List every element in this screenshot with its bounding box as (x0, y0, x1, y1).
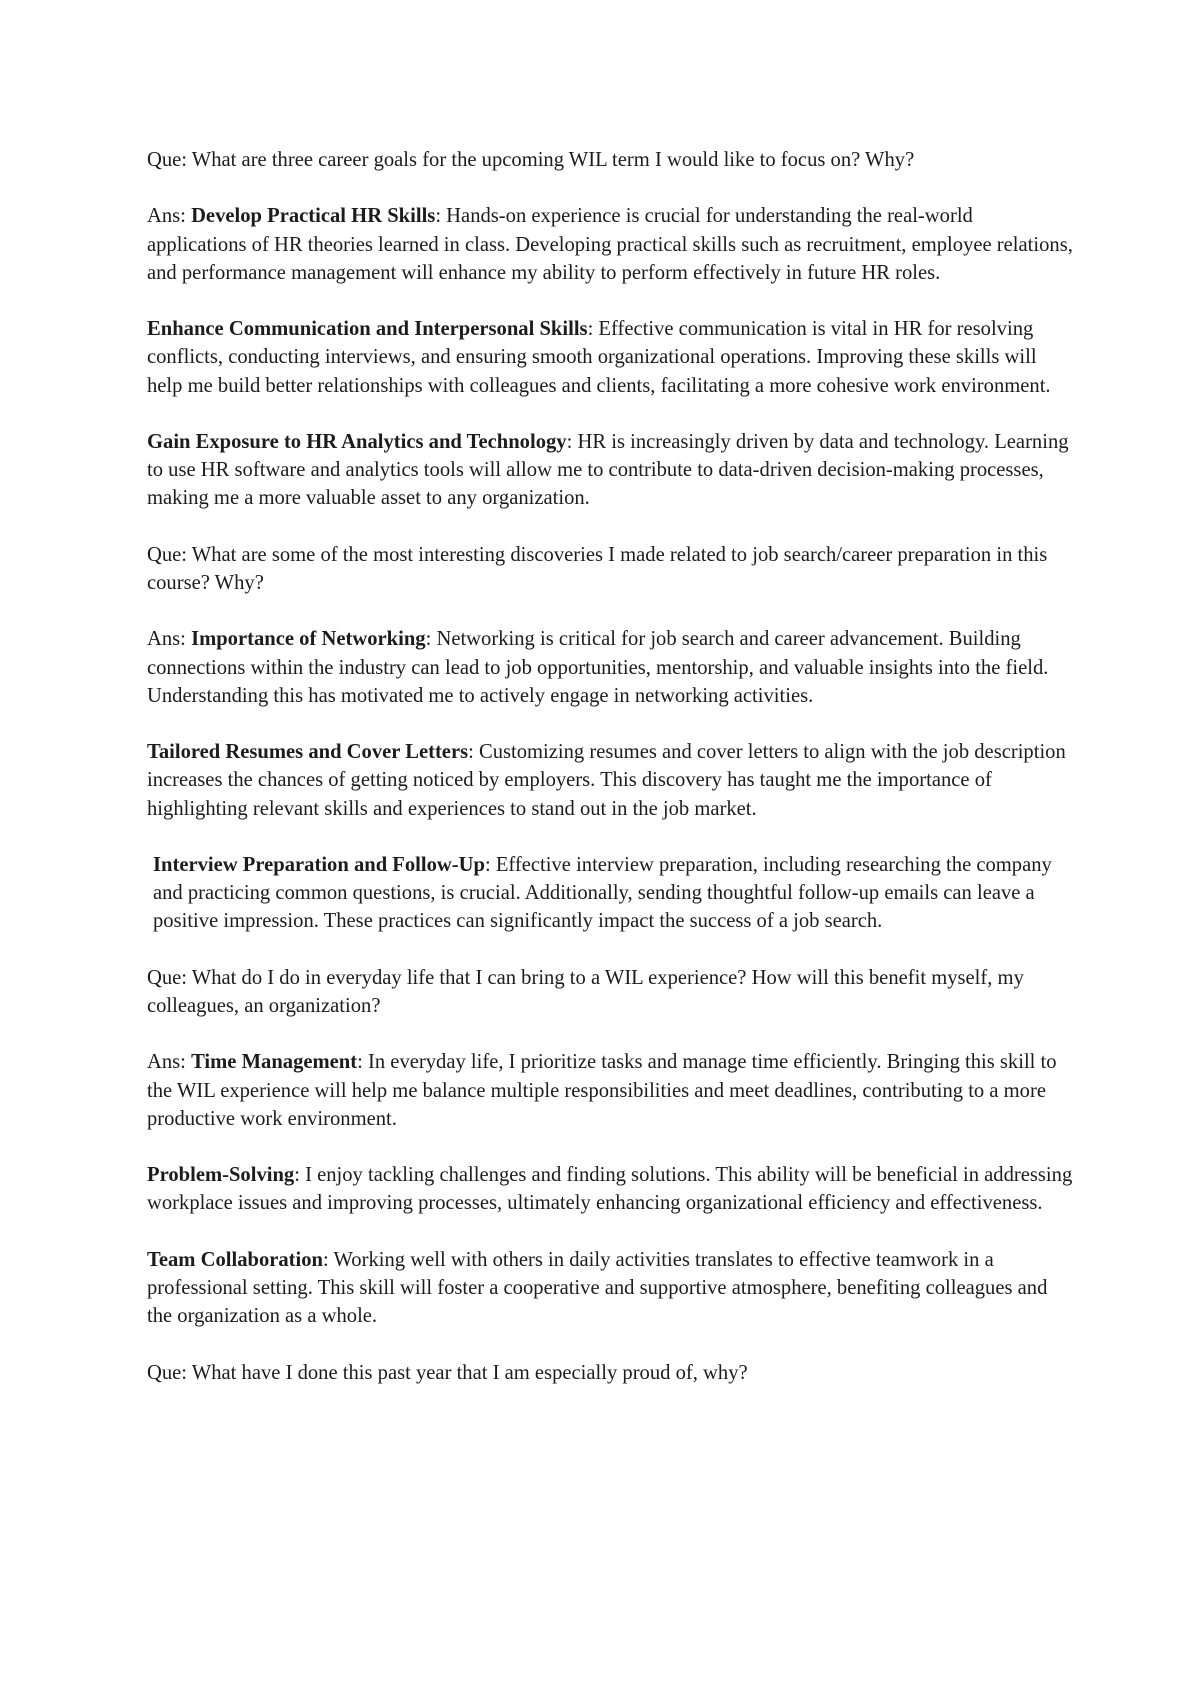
paragraph-text: : Working well with others in daily activities translates to effective teamwork in a professional setting. This skill will foster a cooperative and supportive atmosphere, benefiting colleagues and the organization as a whole. (147, 1248, 1048, 1328)
question-discoveries (147, 541, 1077, 597)
paragraph-text: Que: What do I do in everyday life that I can bring to a WIL experience? How will this benefit myself, my colleagues, an organization? (147, 966, 1024, 1017)
question-proud-of (147, 1359, 1077, 1387)
paragraph-heading: Problem-Solving (147, 1164, 295, 1187)
paragraph-text: : In everyday life, I prioritize tasks and manage time efficiently. Bringing this skill to the WIL experience will help me balance multiple responsibilities and meet deadlines, contributing to a more productive work environment. (147, 1051, 1057, 1130)
answer-hr-analytics (147, 428, 1077, 513)
paragraph-heading: Importance of Networking (191, 628, 426, 651)
paragraph-heading: Enhance Communication and Interpersonal Skills (147, 318, 588, 341)
answer-develop-practical-hr-skills (147, 202, 1077, 287)
answer-tailored-resumes (147, 738, 1077, 823)
paragraph-text: : Customizing resumes and cover letters to align with the job description increases the chances of getting noticed by employers. This discovery has taught me the importance of highlighting relevant skills and experiences to stand out in the job market. (147, 741, 1066, 820)
paragraph-text: Que: What are three career goals for the upcoming WIL term I would like to focus on? Why? (147, 149, 915, 171)
document-body (147, 146, 1077, 1387)
paragraph-prefix: Ans: (147, 628, 192, 651)
paragraph-heading: Team Collaboration (147, 1248, 324, 1271)
paragraph-prefix: Ans: (147, 1051, 192, 1074)
paragraph-heading: Interview Preparation and Follow-Up (153, 853, 485, 876)
paragraph-heading: Tailored Resumes and Cover Letters (147, 741, 469, 764)
paragraph-text: Que: What have I done this past year that I am especially proud of, why? (147, 1361, 748, 1384)
answer-enhance-communication (147, 315, 1077, 400)
paragraph-text: : Effective interview preparation, including researching the company and practicing common questions, is crucial. Additionally, sending thoughtful follow-up emails can leave a positive impression. These practices can significantly impact the success of a job search. (153, 853, 1052, 933)
answer-problem-solving (147, 1161, 1077, 1217)
paragraph-text: : Hands-on experience is crucial for understanding the real-world applications of HR theories learned in class. Developing practical skills such as recruitment, employee relations, and performance management will enhance my ability to perform effectively in future HR roles. (147, 205, 1073, 284)
answer-time-management (147, 1048, 1077, 1133)
paragraph-heading: Time Management (191, 1051, 358, 1074)
paragraph-heading: Develop Practical HR Skills (191, 205, 436, 228)
question-career-goals (147, 146, 1077, 174)
paragraph-text: : Effective communication is vital in HR for resolving conflicts, conducting interviews, and ensuring smooth organizational operations. Improving these skills will help me build better relationships with colleagues and clients, facilitating a more cohesive work environment. (147, 318, 1051, 397)
question-everyday-life (147, 964, 1077, 1020)
paragraph-text: : Networking is critical for job search and career advancement. Building connections within the industry can lead to job opportunities, mentorship, and valuable insights into the field. Understanding this has motivated me to actively engage in networking activities. (147, 628, 1049, 707)
paragraph-text: : I enjoy tackling challenges and finding solutions. This ability will be beneficial in addressing workplace issues and improving processes, ultimately enhancing organizational efficiency and effectiveness. (147, 1164, 1073, 1215)
paragraph-heading: Gain Exposure to HR Analytics and Technology (147, 430, 567, 453)
paragraph-prefix: Ans: (147, 205, 192, 228)
answer-networking (147, 625, 1077, 710)
paragraph-text: : HR is increasingly driven by data and technology. Learning to use HR software and analytics tools will allow me to contribute to data-driven decision-making processes, making me a more valuable asset to any organization. (147, 430, 1069, 510)
answer-team-collaboration (147, 1246, 1077, 1331)
paragraph-text: Que: What are some of the most interesting discoveries I made related to job search/career preparation in this course? Why? (147, 543, 1048, 594)
answer-interview-preparation (147, 851, 1077, 936)
